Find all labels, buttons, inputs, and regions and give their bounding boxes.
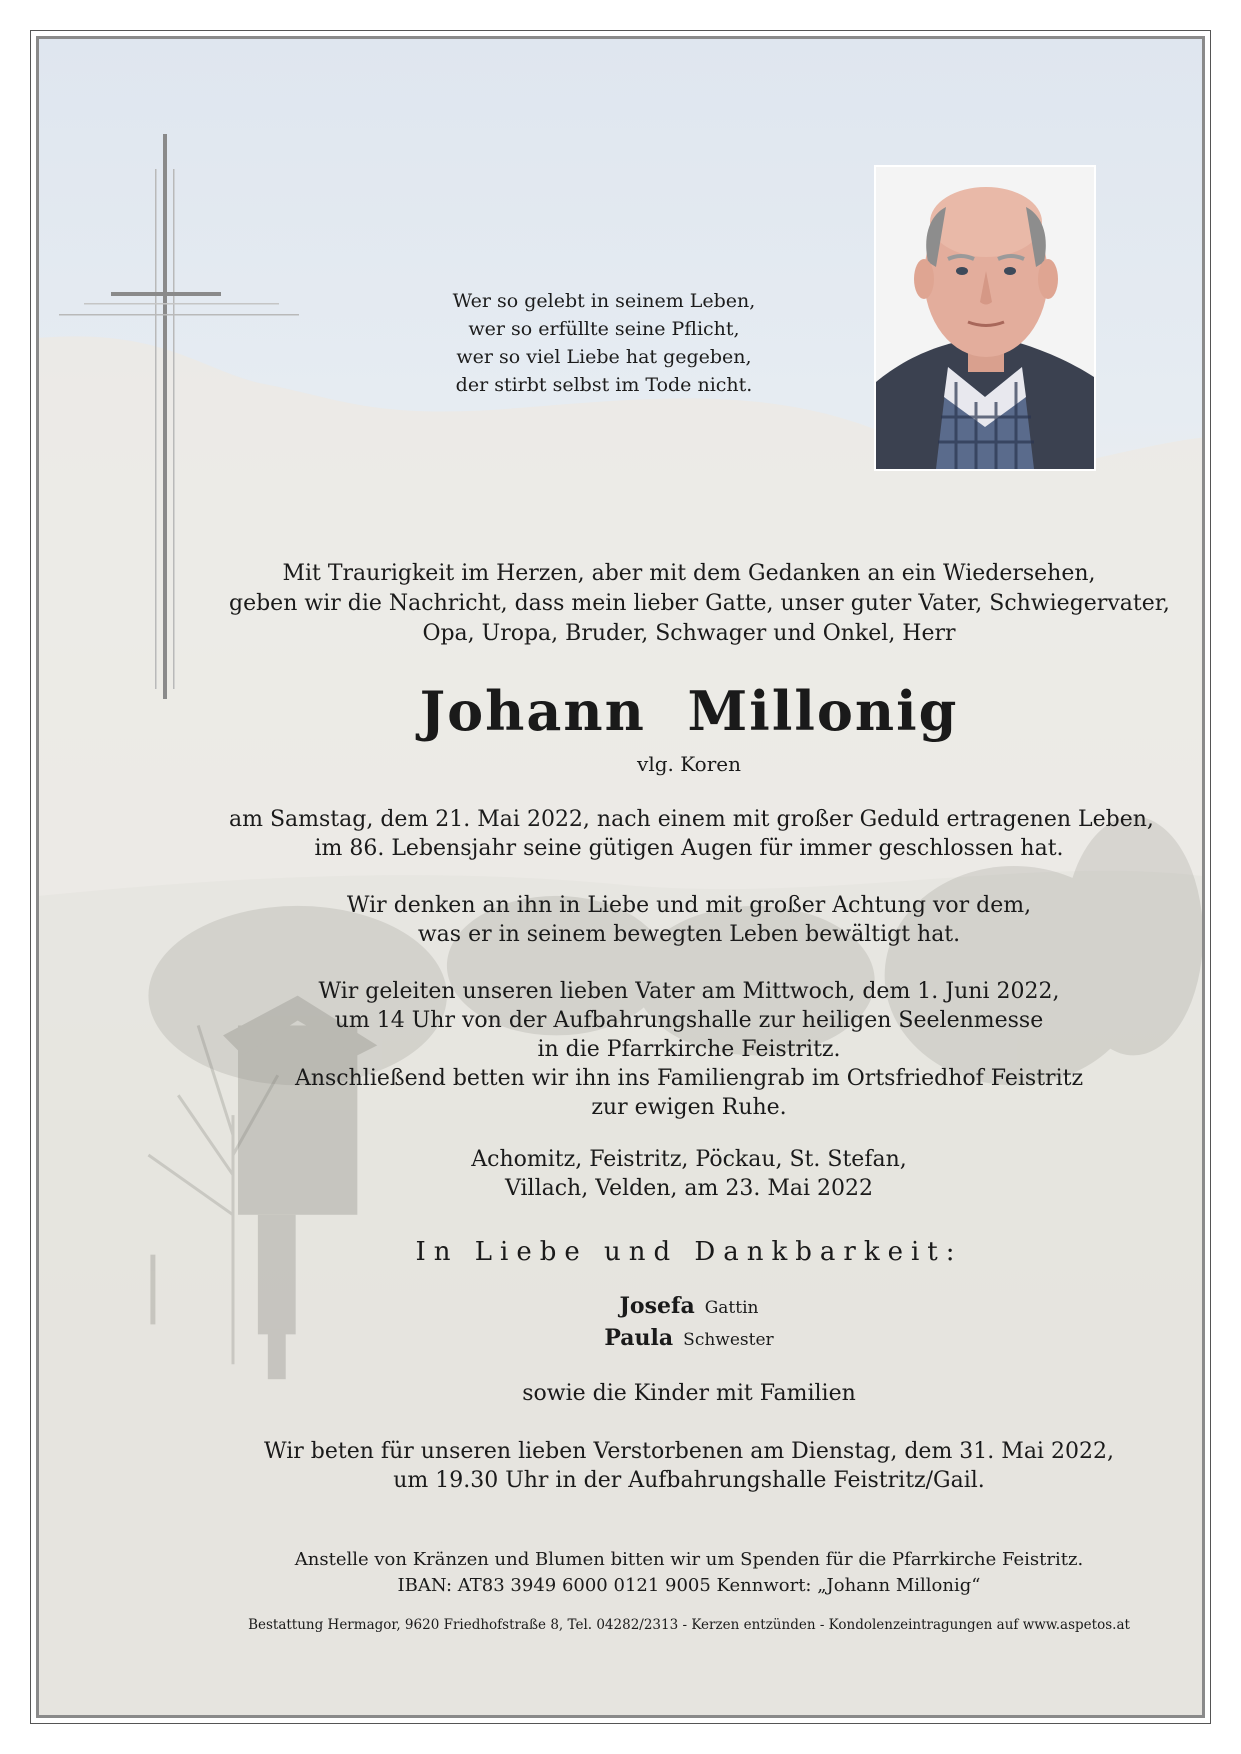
place-date	[229, 1145, 1149, 1203]
remembrance-paragraph	[229, 891, 1149, 949]
mourner-entry	[229, 1323, 1149, 1355]
mourner-role: Gattin	[704, 1298, 759, 1318]
vigil-paragraph	[229, 1437, 1149, 1495]
thanks-heading: In Liebe und Dankbarkeit:	[415, 1237, 963, 1267]
portrait-photo	[874, 165, 1096, 471]
funeral-paragraph	[229, 977, 1149, 1122]
mourner-entry	[229, 1291, 1149, 1323]
cross-icon	[39, 39, 339, 759]
deceased-name: Johann Millonig	[419, 679, 959, 743]
donation-line: Anstelle von Kränzen und Blumen bitten wir um Spenden für die Pfarrkirche Feistritz.	[294, 1549, 1084, 1570]
remembrance-line: was er in seinem bewegten Leben bewältigt hat.	[417, 922, 961, 947]
death-paragraph	[229, 805, 1154, 863]
place-date-line: Villach, Velden, am 23. Mai 2022	[505, 1176, 873, 1201]
footer-contact: Bestattung Hermagor, 9620 Friedhofstraße 8, Tel. 04282/2313 - Kerzen entzünden - Kondolenzeintragungen auf www.aspetos.at	[248, 1617, 1130, 1633]
funeral-line: Anschließend betten wir ihn ins Familiengrab im Ortsfriedhof Feistritz	[294, 1066, 1084, 1091]
death-line: am Samstag, dem 21. Mai 2022, nach einem mit großer Geduld ertragenen Leben,	[229, 807, 1154, 832]
mourner-role: Schwester	[683, 1330, 774, 1350]
motto-line: wer so viel Liebe hat gegeben,	[456, 346, 752, 368]
donation-line: IBAN: AT83 3949 6000 0121 9005 Kennwort: „Johann Millonig“	[397, 1575, 981, 1596]
mourner-name: Paula	[604, 1325, 674, 1351]
mourners-list	[229, 1291, 1149, 1355]
motto-line: Wer so gelebt in seinem Leben,	[452, 290, 756, 312]
motto-line: wer so erfüllte seine Pflicht,	[468, 318, 740, 340]
death-line: im 86. Lebensjahr seine gütigen Augen für immer geschlossen hat.	[314, 836, 1064, 861]
remembrance-line: Wir denken an ihn in Liebe und mit großer Achtung vor dem,	[346, 893, 1032, 918]
funeral-line: Wir geleiten unseren lieben Vater am Mittwoch, dem 1. Juni 2022,	[318, 979, 1060, 1004]
motto-line: der stirbt selbst im Tode nicht.	[455, 374, 753, 396]
intro-line: Mit Traurigkeit im Herzen, aber mit dem Gedanken an ein Wiedersehen,	[282, 561, 1096, 586]
funeral-line: in die Pfarrkirche Feistritz.	[537, 1037, 841, 1062]
place-date-line: Achomitz, Feistritz, Pöckau, St. Stefan,	[471, 1147, 907, 1172]
donation-note	[229, 1547, 1149, 1599]
intro-paragraph	[229, 559, 1170, 649]
vigil-line: um 19.30 Uhr in der Aufbahrungshalle Feistritz/Gail.	[393, 1468, 985, 1493]
vigil-line: Wir beten für unseren lieben Verstorbenen am Dienstag, dem 31. Mai 2022,	[264, 1439, 1114, 1464]
motto-verse	[369, 287, 839, 399]
deceased-alias: vlg. Koren	[637, 752, 741, 776]
funeral-line: um 14 Uhr von der Aufbahrungshalle zur heiligen Seelenmesse	[334, 1008, 1044, 1033]
obituary-card	[36, 36, 1205, 1718]
children-line: sowie die Kinder mit Familien	[522, 1381, 856, 1406]
mourner-name: Josefa	[619, 1293, 695, 1319]
intro-line: Opa, Uropa, Bruder, Schwager und Onkel, Herr	[422, 621, 956, 646]
intro-line: geben wir die Nachricht, dass mein lieber Gatte, unser guter Vater, Schwiegervater,	[229, 591, 1170, 616]
funeral-line: zur ewigen Ruhe.	[591, 1095, 787, 1120]
